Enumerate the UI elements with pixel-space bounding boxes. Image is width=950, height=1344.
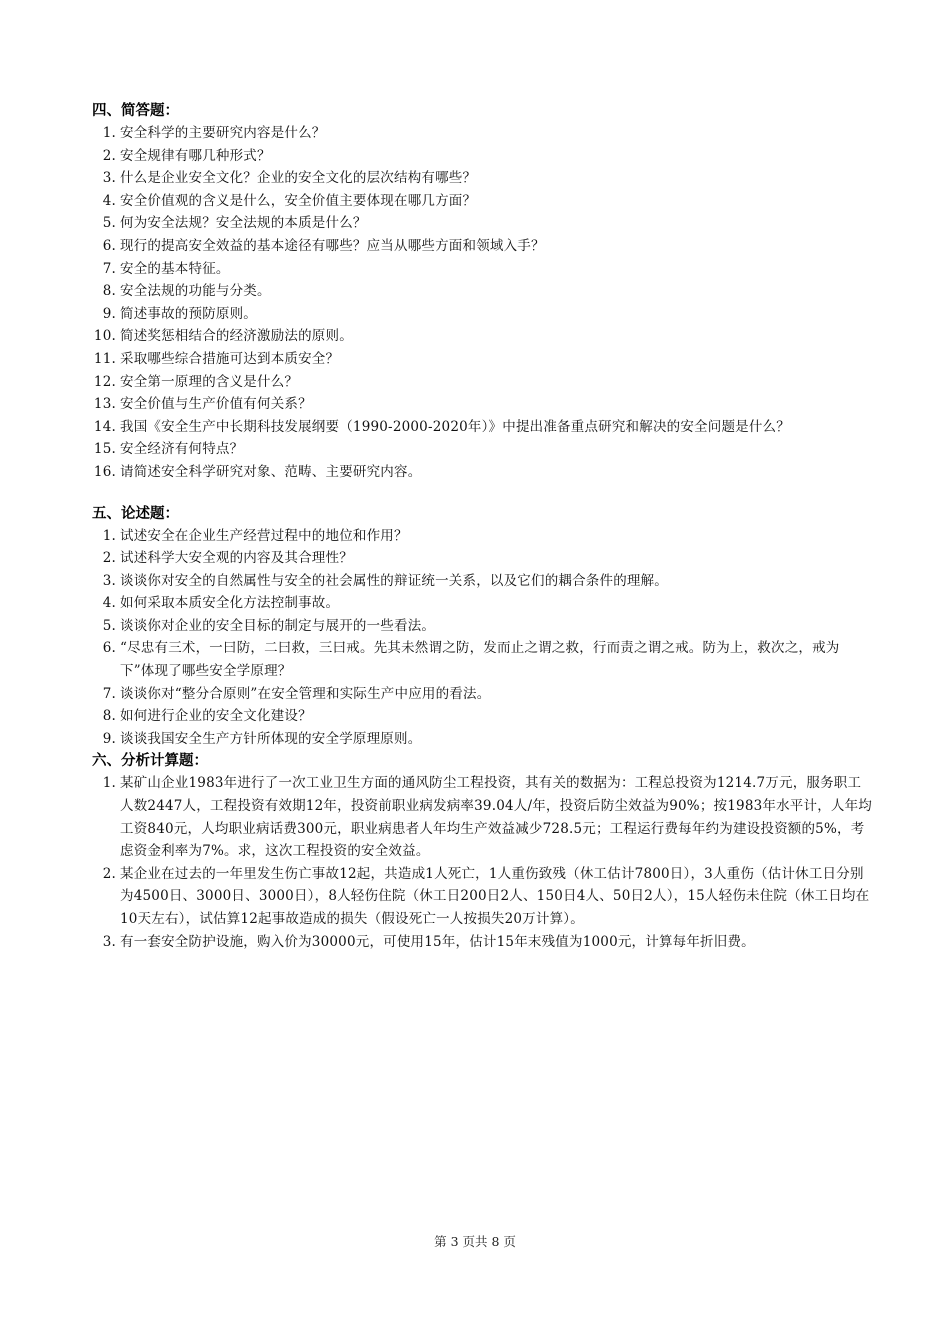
question-number: 6. — [102, 640, 116, 657]
question-text: 某企业在过去的一年里发生伤亡事故12起，共造成1人死亡，1人重伤致残（休工估计7800日），3人重伤（估计休工日分别为4500日、3000日、3000日），8人轻伤住院（休工日200日2人、150日4人、50日2人），15人轻伤未住院（休工日均在10天左右），试估算12起事故造成的损失（假设死亡一人按损失20万计算）。 — [120, 865, 870, 927]
question-text: 我国《安全生产中长期科技发展纲要（1990-2000-2020年）》中提出准备重点研究和解决的安全问题是什么？ — [120, 418, 790, 435]
question-text: 谈谈我国安全生产方针所体现的安全学原理原则。 — [120, 730, 422, 747]
question-text: 安全价值观的含义是什么，安全价值主要体现在哪几方面？ — [120, 192, 477, 209]
question-item — [92, 190, 872, 213]
question-number: 5. — [102, 215, 116, 232]
question-text: 某矿山企业1983年进行了一次工业卫生方面的通风防尘工程投资，其有关的数据为：工程总投资为1214.7万元，服务职工人数2447人，工程投资有效期12年，投资前职业病发病率39.04人/年，投资后防尘效益为90%；按1983年水平计，人年均工资840元，人均职业病话费300元，职业病患者人年均生产效益减少728.5元；工程运行费每年约为建设投资额的5%，考虑资金利率为7%。求，这次工程投资的安全效益。 — [120, 775, 872, 860]
question-item — [92, 615, 872, 638]
question-text: 采取哪些综合措施可达到本质安全？ — [120, 350, 340, 367]
question-number: 3. — [102, 170, 116, 187]
question-number: 9. — [102, 730, 116, 747]
page-number-footer: 第 3 页共 8 页 — [434, 1234, 516, 1249]
question-item — [92, 863, 872, 931]
section-calculation — [92, 750, 872, 953]
question-text: 请简述安全科学研究对象、范畴、主要研究内容。 — [120, 463, 422, 480]
question-number: 14. — [93, 418, 116, 435]
question-number: 13. — [93, 396, 116, 413]
question-item — [92, 705, 872, 728]
question-item — [92, 258, 872, 281]
question-item — [92, 280, 872, 303]
question-item — [92, 592, 872, 615]
section-short-answer — [92, 100, 872, 484]
question-number: 4. — [102, 192, 116, 209]
question-text: 有一套安全防护设施，购入价为30000元，可使用15年，估计15年末残值为1000元，计算每年折旧费。 — [120, 933, 755, 950]
question-item — [92, 167, 872, 190]
question-item — [92, 325, 872, 348]
question-list — [92, 122, 872, 484]
question-number: 1. — [102, 125, 116, 141]
question-item — [92, 145, 872, 168]
question-item — [92, 348, 872, 371]
question-item — [92, 416, 872, 439]
question-list — [92, 772, 872, 953]
question-number: 5. — [102, 617, 116, 634]
question-text: 安全价值与生产价值有何关系？ — [120, 396, 312, 413]
question-item — [92, 683, 872, 706]
question-number: 7. — [102, 260, 116, 277]
question-item — [92, 525, 872, 548]
question-item — [92, 728, 872, 751]
question-item — [92, 122, 872, 145]
section-title: 四、简答题： — [92, 103, 179, 119]
question-item — [92, 570, 872, 593]
question-text: 什么是企业安全文化？企业的安全文化的层次结构有哪些？ — [120, 170, 477, 187]
section-title: 五、论述题： — [92, 505, 179, 522]
question-text: 如何采取本质安全化方法控制事故。 — [120, 595, 340, 612]
question-number: 3. — [102, 933, 116, 950]
question-text: 安全科学的主要研究内容是什么？ — [120, 125, 326, 141]
question-number: 12. — [93, 373, 116, 390]
question-item — [92, 303, 872, 326]
section-title: 六、分析计算题： — [92, 753, 208, 770]
question-item — [92, 212, 872, 235]
question-item — [92, 772, 872, 862]
question-item — [92, 931, 872, 954]
question-list — [92, 525, 872, 751]
question-text: 安全法规的功能与分类。 — [120, 283, 271, 300]
question-number: 1. — [102, 775, 116, 792]
question-text: 如何进行企业的安全文化建设？ — [120, 708, 312, 725]
question-text: 简述奖惩相结合的经济激励法的原则。 — [120, 328, 353, 345]
question-number: 8. — [102, 708, 116, 725]
question-number: 11. — [93, 350, 116, 367]
question-text: 安全的基本特征。 — [120, 260, 230, 277]
question-item — [92, 547, 872, 570]
question-item — [92, 393, 872, 416]
question-item — [92, 235, 872, 258]
question-number: 6. — [102, 237, 116, 254]
question-number: 4. — [102, 595, 116, 612]
question-item — [92, 637, 872, 682]
question-number: 7. — [102, 685, 116, 702]
question-text: 谈谈你对企业的安全目标的制定与展开的一些看法。 — [120, 617, 436, 634]
question-number: 10. — [93, 328, 116, 345]
question-number: 9. — [102, 305, 116, 322]
question-number: 2. — [102, 865, 116, 882]
question-text: 谈谈你对“整分合原则”在安全管理和实际生产中应用的看法。 — [120, 685, 491, 702]
question-text: 试述安全在企业生产经营过程中的地位和作用？ — [120, 527, 408, 544]
document-content — [92, 100, 872, 953]
question-text: “尽忠有三术，一曰防，二曰救，三曰戒。先其未然谓之防，发而止之谓之救，行而责之谓之戒。防为上，救次之，戒为下”体现了哪些安全学原理？ — [120, 640, 840, 680]
question-text: 现行的提高安全效益的基本途径有哪些？应当从哪些方面和领域入手？ — [120, 237, 545, 254]
question-item — [92, 438, 872, 461]
question-text: 安全经济有何特点？ — [120, 441, 244, 458]
question-number: 2. — [102, 550, 116, 567]
question-item — [92, 461, 872, 484]
question-text: 简述事故的预防原则。 — [120, 305, 257, 322]
question-text: 谈谈你对安全的自然属性与安全的社会属性的辩证统一关系，以及它们的耦合条件的理解。 — [120, 572, 668, 589]
question-item — [92, 371, 872, 394]
question-number: 8. — [102, 283, 116, 300]
question-number: 1. — [102, 527, 116, 544]
question-text: 安全第一原理的含义是什么？ — [120, 373, 299, 390]
section-essay — [92, 503, 872, 751]
question-number: 2. — [102, 147, 116, 164]
question-number: 15. — [93, 441, 116, 458]
question-text: 试述科学大安全观的内容及其合理性？ — [120, 550, 353, 567]
question-number: 16. — [93, 463, 116, 480]
question-text: 安全规律有哪几种形式？ — [120, 147, 271, 164]
question-text: 何为安全法规？安全法规的本质是什么？ — [120, 215, 367, 232]
question-number: 3. — [102, 572, 116, 589]
